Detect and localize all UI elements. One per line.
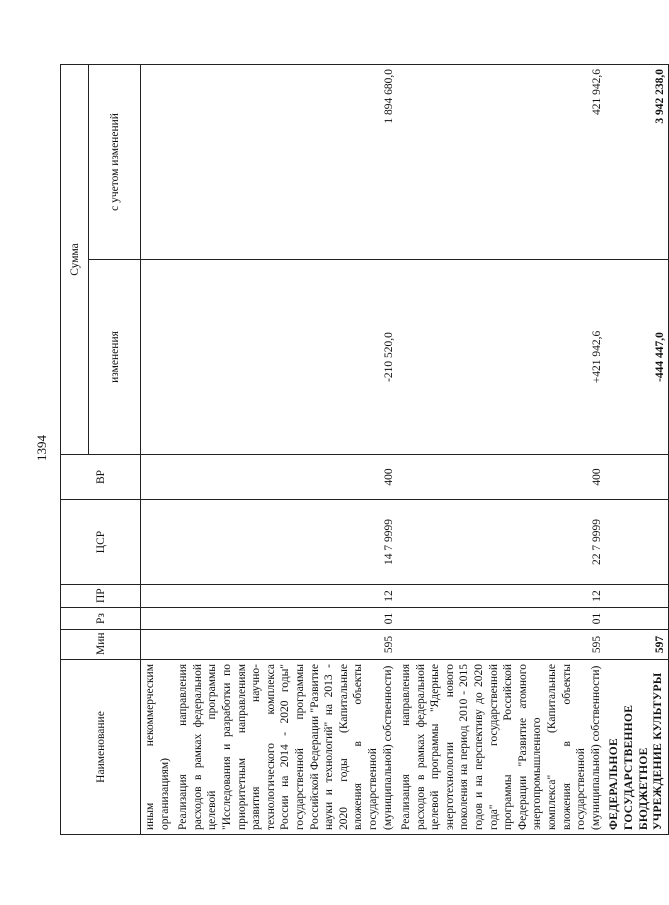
row-total: 1 894 680,0 bbox=[174, 64, 397, 259]
row-name: иным некоммерческим организациям) bbox=[141, 660, 175, 835]
row-min bbox=[141, 630, 175, 660]
budget-table bbox=[60, 64, 669, 835]
table-row bbox=[174, 64, 397, 834]
row-vr bbox=[605, 455, 668, 500]
row-pr: 12 bbox=[397, 585, 605, 608]
row-pr: 12 bbox=[174, 585, 397, 608]
row-izmeneniya: +421 942,6 bbox=[397, 260, 605, 455]
row-rz: 01 bbox=[397, 608, 605, 630]
header-rz: Рз bbox=[61, 608, 141, 630]
row-pr bbox=[141, 585, 175, 608]
row-name: Реализация направления расходов в рамках федеральной целевой программы "Исследования и разработки по приоритетным направлениям развития научно-технологического комплекса России на 2014 - 2020 годы" государственной программы Российской Федерации "Развитие науки и технологий" на 2013 - 2020 годы (Капитальные вложения в объекты государственной (муниципальной) собственности) bbox=[174, 660, 397, 835]
row-min: 595 bbox=[174, 630, 397, 660]
header-csr: ЦСР bbox=[61, 500, 141, 585]
row-izmeneniya: -444 447,0 bbox=[605, 260, 668, 455]
header-name: Наименование bbox=[61, 660, 141, 835]
header-pr: ПР bbox=[61, 585, 141, 608]
row-rz bbox=[605, 608, 668, 630]
row-total: 421 942,6 bbox=[397, 64, 605, 259]
row-pr bbox=[605, 585, 668, 608]
header-summa: Сумма bbox=[61, 64, 89, 454]
row-total bbox=[141, 64, 175, 259]
table-row bbox=[605, 64, 668, 834]
row-izmeneniya: -210 520,0 bbox=[174, 260, 397, 455]
header-min: Мин bbox=[61, 630, 141, 660]
row-rz bbox=[141, 608, 175, 630]
row-csr bbox=[605, 500, 668, 585]
row-min: 597 bbox=[605, 630, 668, 660]
header-izmeneniya: изменения bbox=[89, 260, 141, 455]
row-name: ФЕДЕРАЛЬНОЕ ГОСУДАРСТВЕННОЕ БЮДЖЕТНОЕ УЧРЕЖДЕНИЕ КУЛЬТУРЫ bbox=[605, 660, 668, 835]
header-s-uchetom: с учетом изменений bbox=[89, 64, 141, 259]
row-vr: 400 bbox=[174, 455, 397, 500]
header-vr: ВР bbox=[61, 455, 141, 500]
page-number: 1394 bbox=[34, 435, 49, 461]
row-name: Реализация направления расходов в рамках федеральной целевой программы "Ядерные энерготехнологии нового поколения на период 2010 - 2015 годов и на перспективу до 2020 года" государственной программы Российской Федерации "Развитие атомного энергопромышленного комплекса" (Капитальные вложения в объекты государственной (муниципальной) собственности) bbox=[397, 660, 605, 835]
row-izmeneniya bbox=[141, 260, 175, 455]
row-rz: 01 bbox=[174, 608, 397, 630]
row-total: 3 942 238,0 bbox=[605, 64, 668, 259]
row-csr: 14 7 9999 bbox=[174, 500, 397, 585]
row-vr bbox=[141, 455, 175, 500]
table-row bbox=[397, 64, 605, 834]
row-csr: 22 7 9999 bbox=[397, 500, 605, 585]
row-min: 595 bbox=[397, 630, 605, 660]
row-csr bbox=[141, 500, 175, 585]
table-row bbox=[141, 64, 175, 834]
row-vr: 400 bbox=[397, 455, 605, 500]
